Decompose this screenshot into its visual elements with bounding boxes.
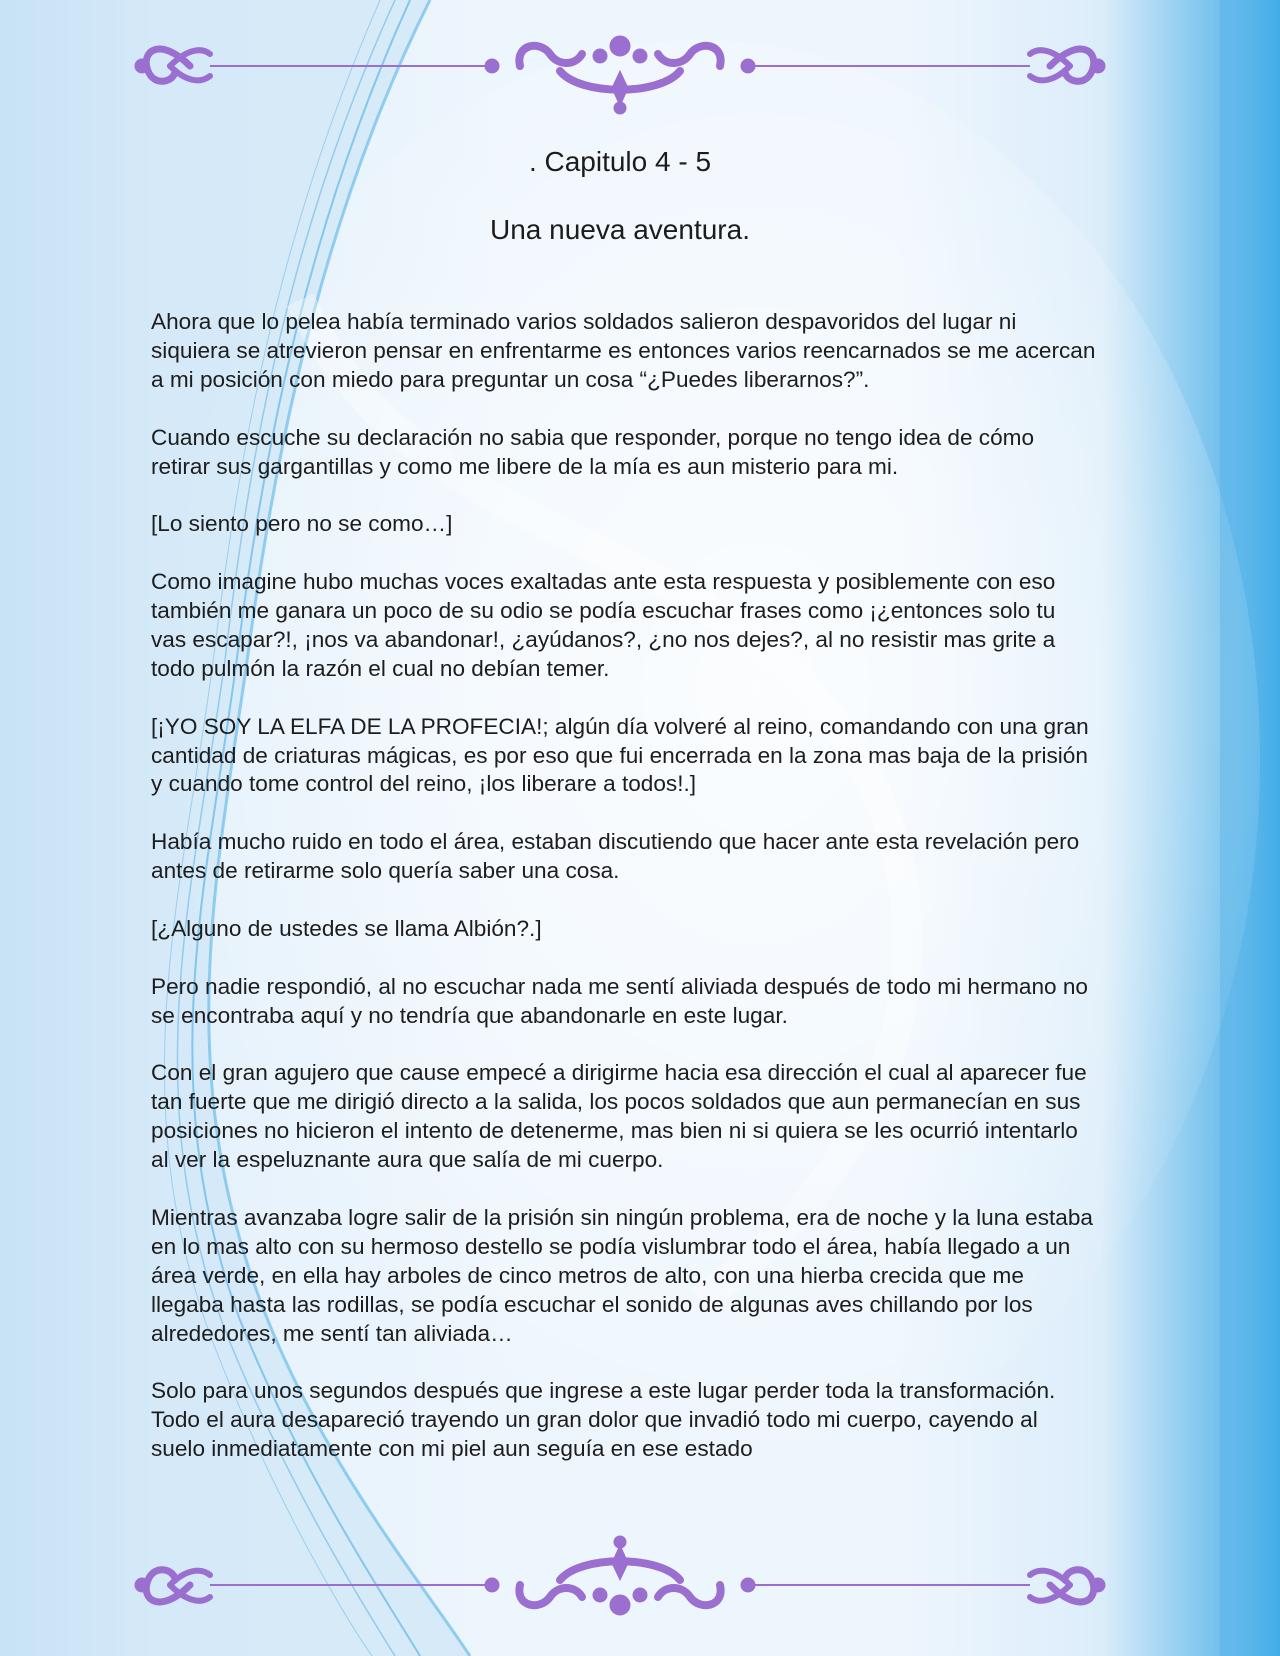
chapter-body [151,308,1096,1493]
paragraph: Solo para unos segundos después que ingrese a este lugar perder toda la transformación. Todo el aura desapareció trayendo un gran dolor que invadió todo mi cuerpo, cayendo al suelo inmediatamente con mi piel aun seguía en ese estado [151,1378,1056,1462]
paragraph: [Lo siento pero no se como…] [151,511,453,537]
paragraph: Ahora que lo pelea había terminado varios soldados salieron despavoridos del lugar ni siquiera se atrevieron pensar en enfrentarme es entonces varios reencarnados se me acercan a mi posición con miedo para preguntar un cosa “¿Puedes liberarnos?”. [151,309,1096,392]
paragraph: Con el gran agujero que cause empecé a dirigirme hacia esa dirección el cual al aparecer fue tan fuerte que me dirigió directo a la salida, los pocos soldados que aun permanecían en sus posiciones no hicieron el intento de detenerme, mas bien ni si quiera se les ocurrió intentarlo al ver la espeluznante aura que salía de mi cuerpo. [151,1060,1087,1173]
paragraph: Cuando escuche su declaración no sabia que responder, porque no tengo idea de cómo retirar sus gargantillas y como me libere de la mía es aun misterio para mi. [151,424,1035,479]
paragraph: [¡YO SOY LA ELFA DE LA PROFECIA!; algún día volveré al reino, comandando con una gran cantidad de criaturas mágicas, es por eso que fui encerrada en la zona mas baja de la prisión y cuando tome control del reino, ¡los liberare a todos!.] [151,713,1089,797]
bottom-ornament [130,1530,1110,1620]
top-ornament [130,26,1110,116]
paragraph: Mientras avanzaba logre salir de la prisión sin ningún problema, era de noche y la luna estaba en lo mas alto con su hermoso destello se podía vislumbrar todo el área, había llegado a un área verde, en ella hay arboles de cinco metros de alto, con una hierba crecida que me llegaba hasta las rodillas, se podía escuchar el sonido de algunas aves chillando por los alrededores, me sentí tan aliviada… [151,1204,1093,1346]
paragraph: Como imagine hubo muchas voces exaltadas ante esta respuesta y posiblemente con eso también me ganara un poco de su odio se podía escuchar frases como ¡¿entonces solo tu vas escapar?!, ¡nos va abandonar!, ¿ayúdanos?, ¿no nos dejes?, al no resistir mas grite a todo pulmón la razón el cual no debían temer. [151,569,1056,681]
paragraph: Pero nadie respondió, al no escuchar nada me sentí aliviada después de todo mi hermano no se encontraba aquí y no tendría que abandonarle en este lugar. [151,973,1088,1028]
paragraph: [¿Alguno de ustedes se llama Albión?.] [151,915,542,941]
paragraph: Había mucho ruido en todo el área, estaban discutiendo que hacer ante esta revelación pero antes de retirarme solo quería saber una cosa. [151,829,1080,884]
chapter-subtitle: Una nueva aventura. [490,214,750,245]
chapter-title: . Capitulo 4 - 5 [528,146,712,177]
